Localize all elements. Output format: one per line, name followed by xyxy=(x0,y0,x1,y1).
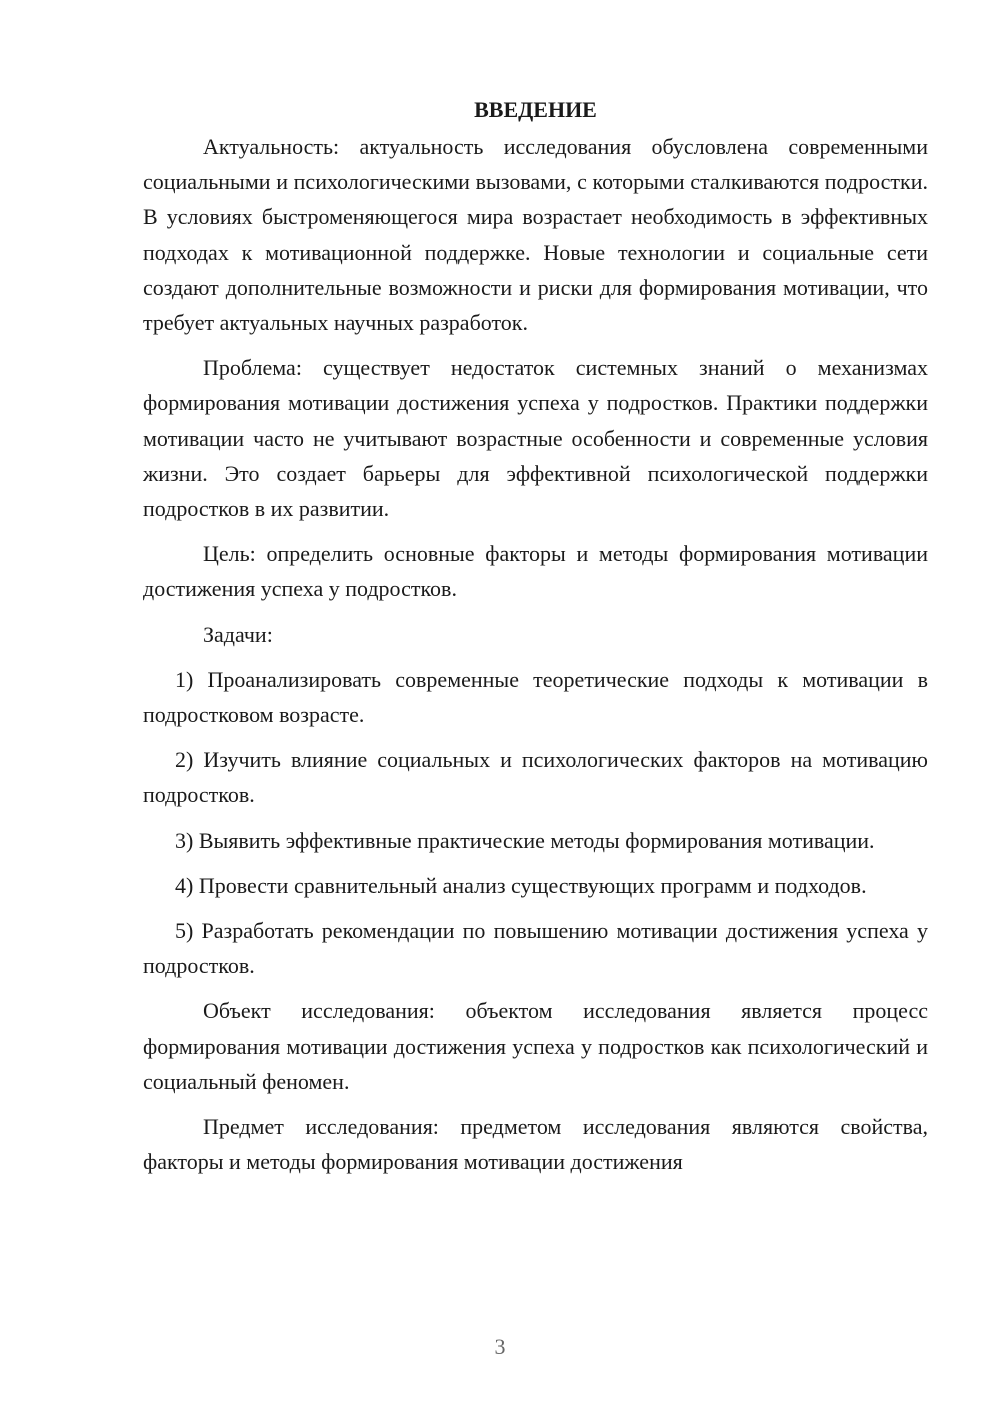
document-page xyxy=(143,95,928,1189)
paragraph-object: Объект исследования: объектом исследования является процесс формирования мотивации достижения успеха у подростков как психологический и социальный феномен. xyxy=(143,998,928,1094)
paragraph-goal: Цель: определить основные факторы и методы формирования мотивации достижения успеха у подростков. xyxy=(143,541,928,602)
task-item: 4) Провести сравнительный анализ существующих программ и подходов. xyxy=(175,872,867,898)
task-item: 1) Проанализировать современные теоретические подходы к мотивации в подростковом возрасте. xyxy=(143,666,928,728)
task-item: 5) Разработать рекомендации по повышению мотивации достижения успеха у подростков. xyxy=(143,918,928,979)
paragraph-tasks-heading: Задачи: xyxy=(203,621,273,647)
page-number: 3 xyxy=(494,1334,506,1359)
paragraph-relevance: Актуальность: актуальность исследования обусловлена современными социальными и психологическими вызовами, с которыми сталкиваются подростки. В условиях быстроменяющегося мира возрастает необходимость в эффективных подходах к мотивационной поддержке. Новые технологии и социальные сети создают дополнительные возможности и риски для формирования мотивации, что требует актуальных научных разработок. xyxy=(143,134,928,336)
task-item: 2) Изучить влияние социальных и психологических факторов на мотивацию подростков. xyxy=(143,747,928,808)
paragraph-problem: Проблема: существует недостаток системных знаний о механизмах формирования мотивации достижения успеха у подростков. Практики поддержки мотивации часто не учитывают возрастные особенности и современные условия жизни. Это создает барьеры для эффективной психологической поддержки подростков в их развитии. xyxy=(143,355,928,522)
task-item: 3) Выявить эффективные практические методы формирования мотивации. xyxy=(175,827,875,853)
page-title: ВВЕДЕНИЕ xyxy=(474,97,597,122)
paragraph-subject: Предмет исследования: предметом исследования являются свойства, факторы и методы формирования мотивации достижения xyxy=(143,1114,928,1175)
